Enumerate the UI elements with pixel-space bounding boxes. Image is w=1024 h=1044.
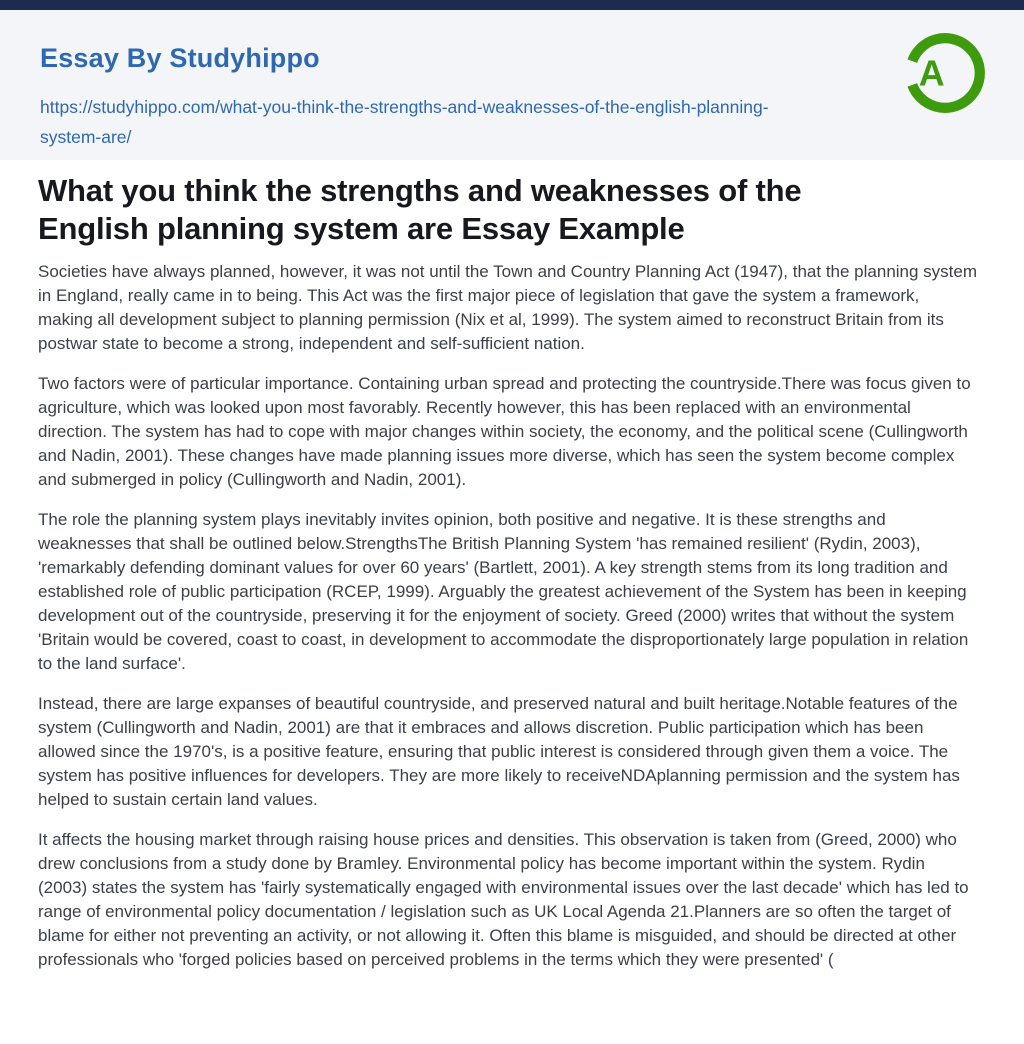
essay-paragraph: The role the planning system plays inevitably invites opinion, both positive and negative. It is these strengths and weaknesses that shall be outlined below.StrengthsThe British Planning System 'has remained resilient' (Rydin, 2003), 'remarkably defending dominant values for over 60 years' (Bartlett, 2001). A key strength stems from its long tradition and established role of public participation (RCEP, 1999). Arguably the greatest achievement of the System has been in keeping development out of the countryside, preserving it for the enjoyment of society. Greed (2000) writes that without the system 'Britain would be covered, coast to coast, in development to accommodate the disproportionately large population in relation to the land surface'.	[38, 510, 969, 673]
essay-url-link[interactable]: https://studyhippo.com/what-you-think-the-strengths-and-weaknesses-of-the-english-planning-system-are/	[40, 97, 769, 147]
site-title: Essay By Studyhippo	[40, 43, 320, 73]
essay-paragraph: Two factors were of particular importance. Containing urban spread and protecting the countryside.There was focus given to agriculture, which was looked upon most favorably. Recently however, this has been replaced with an environmental direction. The system has had to cope with major changes within society, the economy, and the political scene (Cullingworth and Nadin, 2001). These changes have made planning issues more diverse, which has seen the system become complex and submerged in policy (Cullingworth and Nadin, 2001).	[38, 374, 971, 489]
essay-title: What you think the strengths and weaknesses of the English planning system are Essay Example	[38, 173, 802, 246]
top-accent-bar	[0, 0, 1024, 10]
essay-paragraph: Societies have always planned, however, it was not until the Town and Country Planning Act (1947), that the planning system in England, really came in to being. This Act was the first major piece of legislation that gave the system a framework, making all development subject to planning permission (Nix et al, 1999). The system aimed to reconstruct Britain from its postwar state to become a strong, independent and self-sufficient nation.	[38, 262, 978, 353]
essay-content	[0, 160, 1024, 1044]
studyhippo-logo[interactable]	[902, 30, 988, 116]
logo-letter: A	[918, 53, 945, 94]
essay-paragraph: Instead, there are large expanses of beautiful countryside, and preserved natural and built heritage.Notable features of the system (Cullingworth and Nadin, 2001) are that it embraces and allows discretion. Public participation which has been allowed since the 1970's, is a positive feature, ensuring that public interest is considered through given them a voice. The system has positive influences for developers. They are more likely to receiveNDAplanning permission and the system has helped to sustain certain land values.	[38, 694, 960, 809]
page-header	[0, 10, 1024, 160]
open-circle-arc-icon	[902, 30, 988, 116]
essay-paragraph: It affects the housing market through raising house prices and densities. This observation is taken from (Greed, 2000) who drew conclusions from a study done by Bramley. Environmental policy has become important within the system. Rydin (2003) states the system has 'fairly systematically engaged with environmental issues over the last decade' which has led to range of environmental policy documentation / legislation such as UK Local Agenda 21.Planners are so often the target of blame for either not preventing an activity, or not allowing it. Often this blame is misguided, and should be directed at other professionals who 'forged policies based on perceived problems in the terms which they were presented' (	[38, 830, 969, 969]
